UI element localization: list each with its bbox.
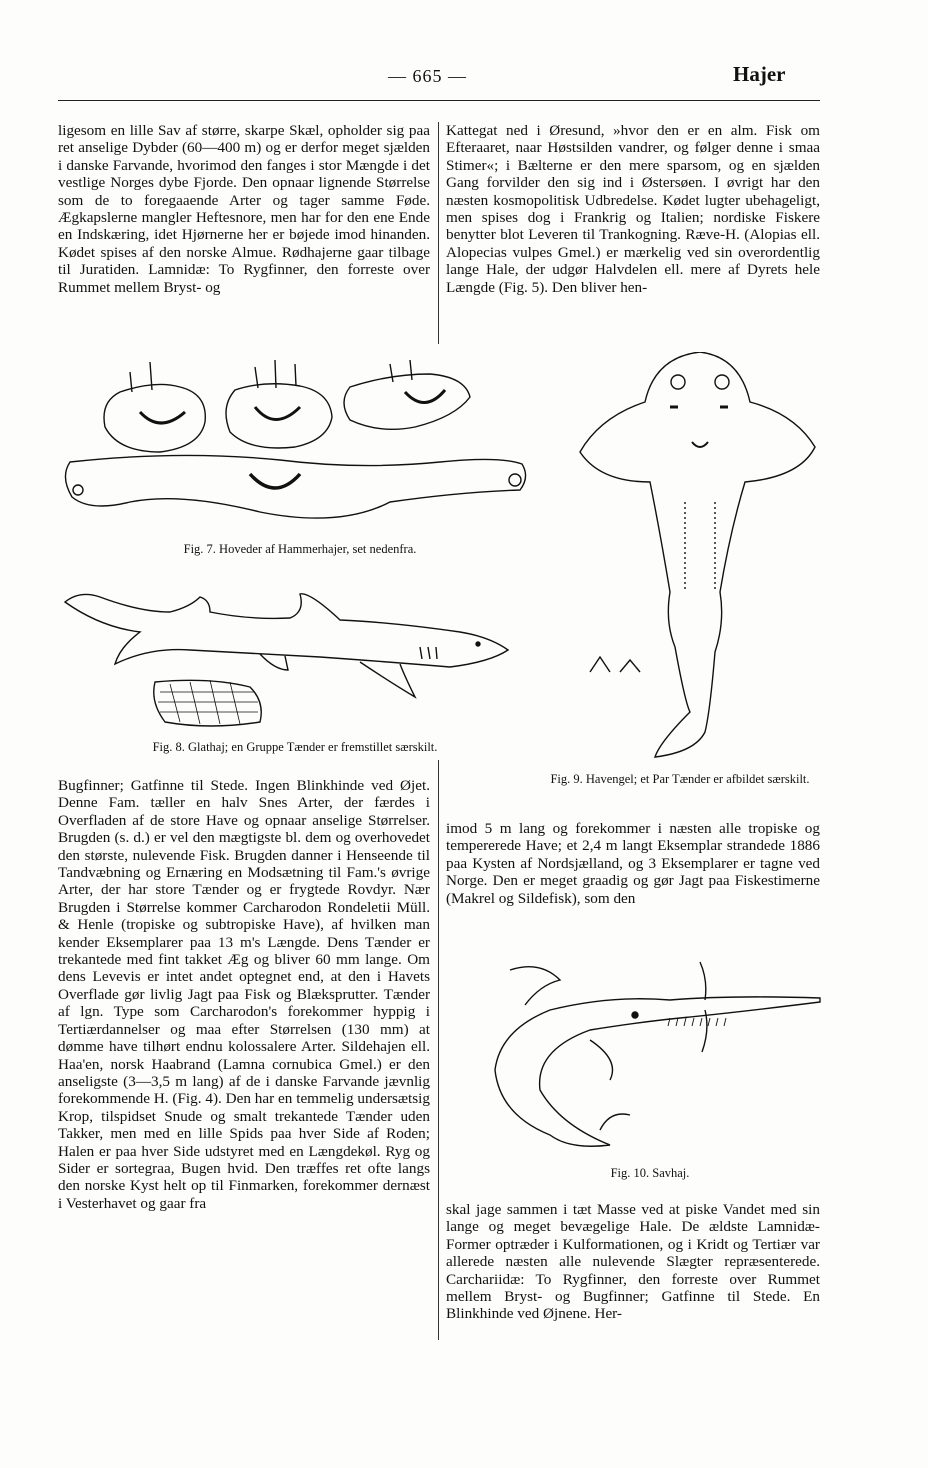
fig7-hammerhead-heads-illustration xyxy=(60,352,540,532)
mid-right-column: imod 5 m lang og forekommer i næsten alle tropiske og tempererede Have; et 2,4 m langt Eksemplar strandede 1886 paa Kysten af Nordsjælland, og 3 Eksemplarer er tagne ved Norge. Den er meget graadig og gør Jagt paa Fiskestimerne (Makrel og Sildefisk), som den xyxy=(446,820,820,907)
top-left-column: ligesom en lille Sav af større, skarpe Skæl, opholder sig paa ret anselige Dybder (60—400 m) og er derfor meget sjælden i danske Farvande, hvorimod den fanges i stor Mængde i det vestlige Norges dybe Fjorde. Den opnaar lignende Størrelse som de to foregaaende Arter og tager samme Føde. Ægkapslerne mangler Heftesnore, men har for den ene Ende en Indskæring, idet Hjørnerne her er bøjede imod hinanden. Kødet spises af den norske Almue. Rødhajerne gaar tilbage til Juratiden. Lamnidæ: To Rygfinner, den forreste over Rummet mellem Bryst- og xyxy=(58,122,430,296)
fig10-caption: Fig. 10. Savhaj. xyxy=(610,1166,690,1180)
bottom-right-column: skal jage sammen i tæt Masse ved at piske Vandet med sin lange og meget bevægelige Hale. De ældste Lamnidæ-Former optræder i Kulformationen, og i Kridt og Tertiær var allerede næsten alle nulevende Slægter repræsenterede. Carchariidæ: To Rygfinner, den forreste over Rummet mellem Bryst- og Bugfinner; Gatfinne til Stede. En Blinkhinde ved Øjnene. Her- xyxy=(446,1201,820,1323)
column-divider xyxy=(438,122,439,344)
top-right-column: Kattegat ned i Øresund, »hvor den er en alm. Fisk om Efteraaret, naar Høstsilden vandrer, og følger denne i smaa Stimer«; i Bælterne er den mere sparsom, og en sjælden Gang forvilder den sig ind i Østersøen. I øvrigt har den næsten kosmopolitisk Udbredelse. Kødet lugter ubehageligt, men spises dog i Frankrig og Italien; nordiske Fiskere benytter blot Leveren til Trankogning. Ræve-H. (Alopias ell. Alopecias vulpes Gmel.) er mærkelig ved sin overordentlig lange Hale, der udgør Halvdelen ell. mere af Dyrets hele Længde (Fig. 5). Den bliver hen- xyxy=(446,122,820,296)
page-number: — 665 — xyxy=(388,66,467,86)
header-rule xyxy=(58,100,820,101)
column-divider-lower xyxy=(438,760,439,1340)
running-title: Hajer xyxy=(733,62,786,86)
bottom-left-column: Bugfinner; Gatfinne til Stede. Ingen Blinkhinde ved Øjet. Denne Fam. tæller en halv Snes Arter, der færdes i Overfladen af de store Have og opnaar anselige Størrelser. Brugden (s. d.) er vel den mægtigste bl. dem og overhovedet den største, nulevende Fisk. Brugden danner i Henseende til Tandvæbning og Ernæring en Modsætning til Fam.'s øvrige Arter, der har store Tænder og er frygtede Rovdyr. Nær Brugden i Størrelse kommer Carcharodon Rondeletii Müll. & Henle (tropiske og subtropiske Have), af hvilken man kender Eksemplarer paa 13 m's Længde. Dens Tænder er trekantede med fint takket Æg og bliver 60 mm lange. Om dens Levevis er intet andet optegnet end, at den i Havets Overflade gør livlig Jagt paa Fisk og Blæksprutter. Tænder af lgn. Type som Carcharodon's forekommer hyppig i Tertiærdannelser og maa efter Størrelsen (130 mm) at dømme have tilhørt endnu kolossalere Arter. Sildehajen ell. Haa'en, norsk Haabrand (Lamna cornubica Gmel.) er den anseligste (3—3,5 m lang) af de i danske Farvande jævnlig forekommende H. (Fig. 4). Den har en temmelig undersætsig Krop, tilspidset Snude og smalt trekantede Tænder uden Takker, men med en lille Spids paa hver Side af Roden; Halen er paa hver Side udstyret med en Længdekøl. Ryg og Sider er sortegraa, Bugen hvid. Den træffes ret ofte langs den norske Kyst helt op til Finmarken, forekommer dernæst i Vesterhavet og gaar fra xyxy=(58,777,430,1212)
fig8-caption: Fig. 8. Glathaj; en Gruppe Tænder er fremstillet særskilt. xyxy=(152,740,438,754)
fig9-caption: Fig. 9. Havengel; et Par Tænder er afbildet særskilt. xyxy=(550,772,810,786)
fig8-smoothhound-shark-illustration xyxy=(60,572,520,742)
fig9-angel-shark-illustration xyxy=(560,352,860,772)
fig7-caption: Fig. 7. Hoveder af Hammerhajer, set nedenfra. xyxy=(183,542,417,556)
fig10-saw-shark-illustration xyxy=(470,940,830,1160)
